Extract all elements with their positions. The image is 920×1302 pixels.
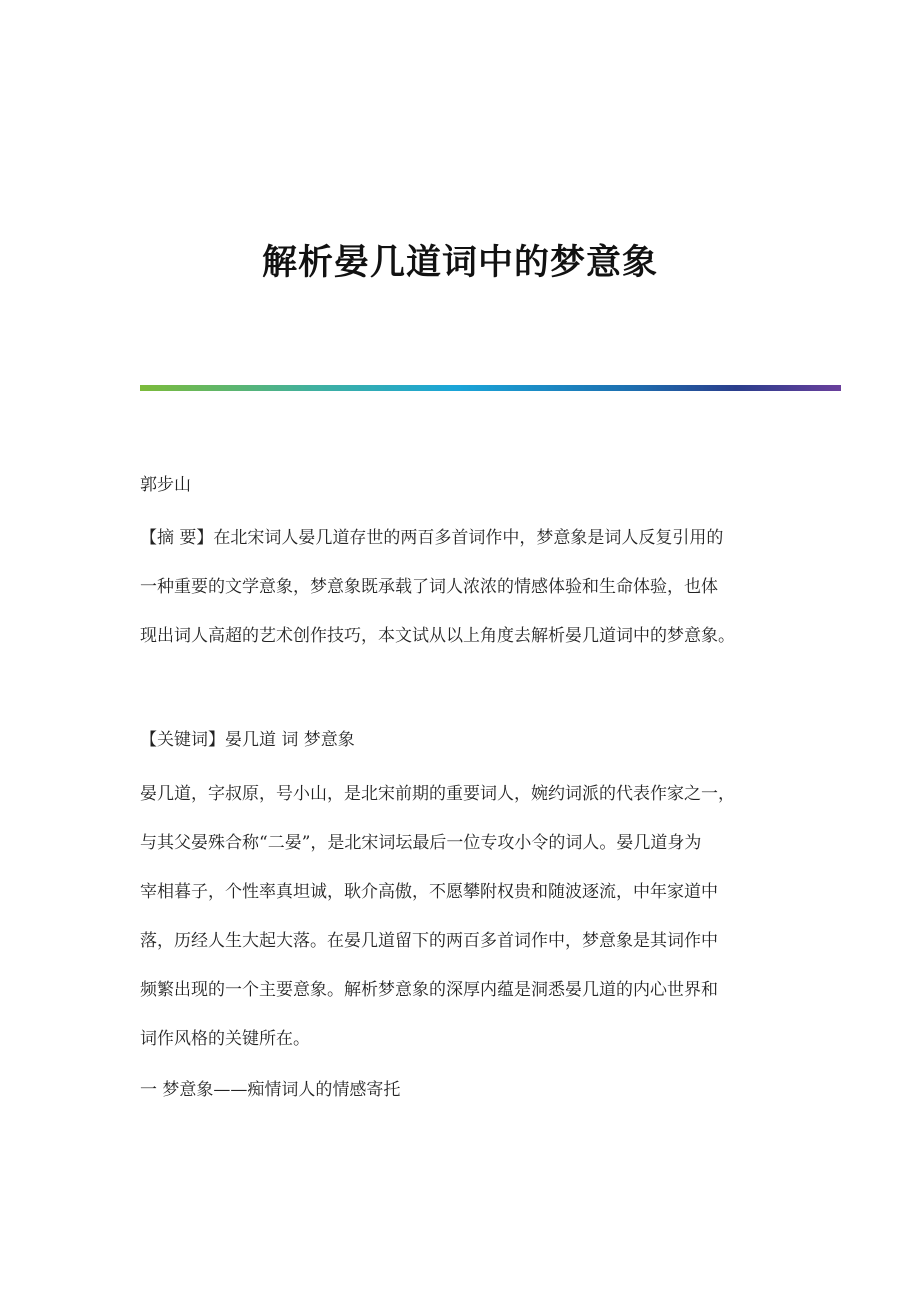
body-paragraph: [140, 770, 790, 1064]
body-line: 与其父晏殊合称“二晏”，是北宋词坛最后一位专攻小令的词人。晏几道身为: [140, 833, 702, 853]
title-divider-gradient: [140, 385, 841, 391]
keywords-line: 【关键词】晏几道 词 梦意象: [140, 730, 355, 750]
author-name: 郭步山: [140, 475, 191, 495]
body-line: 晏几道，字叔原，号小山，是北宋前期的重要词人，婉约词派的代表作家之一，: [140, 784, 735, 804]
abstract-paragraph: [140, 514, 790, 661]
body-line: 词作风格的关键所在。: [140, 1029, 310, 1049]
document-title: 解析晏几道词中的梦意象: [261, 242, 658, 284]
abstract-line: 【摘 要】在北宋词人晏几道存世的两百多首词作中，梦意象是词人反复引用的: [140, 528, 724, 548]
section-heading: 一 梦意象——痴情词人的情感寄托: [140, 1080, 401, 1100]
body-line: 宰相暮子，个性率真坦诚，耿介高傲，不愿攀附权贵和随波逐流，中年家道中: [140, 882, 718, 902]
abstract-line: 现出词人高超的艺术创作技巧，本文试从以上角度去解析晏几道词中的梦意象。: [140, 626, 735, 646]
body-line: 频繁出现的一个主要意象。解析梦意象的深厚内蕴是洞悉晏几道的内心世界和: [140, 980, 718, 1000]
body-line: 落，历经人生大起大落。在晏几道留下的两百多首词作中，梦意象是其词作中: [140, 931, 718, 951]
abstract-line: 一种重要的文学意象，梦意象既承载了词人浓浓的情感体验和生命体验，也体: [140, 577, 718, 597]
